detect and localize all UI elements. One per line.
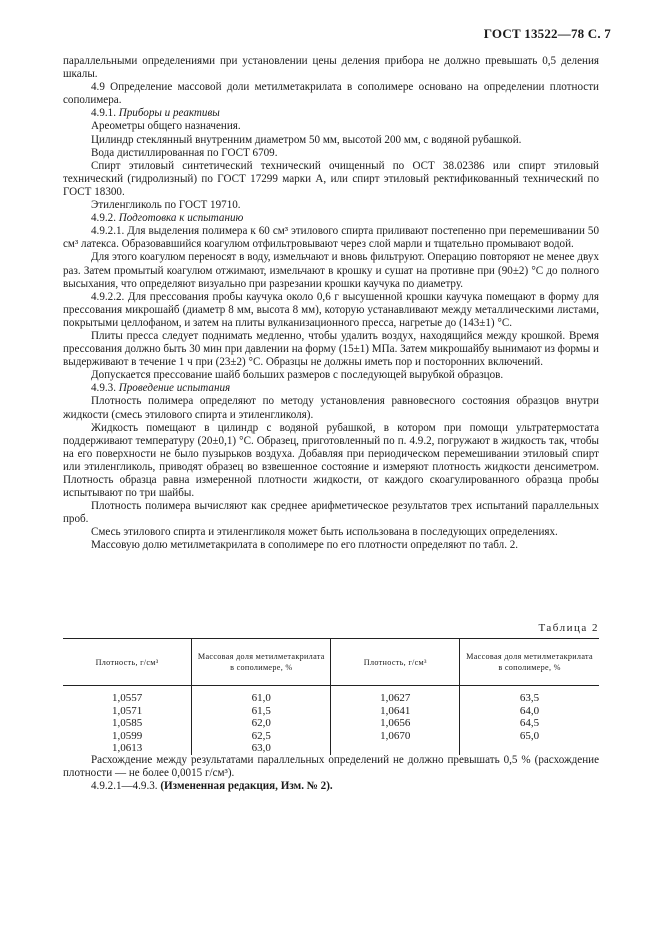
table-cell: 1,0613 xyxy=(111,742,143,755)
table-header-row xyxy=(63,639,599,686)
table-header-cell: Массовая доля метилметакрилата в сополимере, % xyxy=(192,639,331,686)
table-cell: 1,0585 xyxy=(111,717,143,730)
table-cell: 1,0656 xyxy=(380,717,411,730)
paragraph-text: Для этого коагулюм переносят в воду, измельчают и вновь фильтруют. Операцию повторяют не менее двух раз. Затем промытый коагулюм отжимают, измельчают в крошку и сушат на противне при (90±2) °С до полного высыхания, что определяют визуально при разрезании крошки каучука по диаметру. xyxy=(63,251,599,290)
paragraph-text: 4.9.2.1. Для выделения полимера к 60 см³ этилового спирта приливают постепенно при перемешивании 50 см³ латекса. Образовавшийся коагулюм отфильтровывают через слой марли и тщательно промывают водой. xyxy=(63,225,599,251)
table-cell: 1,0571 xyxy=(111,704,143,717)
paragraph-text: Спирт этиловый синтетический технический очищенный по ОСТ 38.02386 или спирт этиловый технический (гидролизный) по ГОСТ 17299 марки А, или спирт этиловый ректификованный технический по ГОСТ 18300. xyxy=(63,159,599,198)
paragraph xyxy=(63,500,599,526)
paragraph-text: 4.9.3. xyxy=(91,382,116,395)
table-cell: 64,0 xyxy=(519,704,540,717)
page-header: ГОСТ 13522—78 С. 7 xyxy=(483,26,611,41)
paragraph xyxy=(63,526,599,539)
paragraph xyxy=(63,539,599,552)
paragraph-text: Плотность полимера вычисляют как среднее арифметическое результатов трех испытаний параллельных проб. xyxy=(63,500,599,526)
paragraph-text: Плиты пресса следует поднимать медленно, чтобы удалить воздух, находящийся между крошкой. Время прессования должно быть 30 мин при давлении на форму (15±1) МПа. Затем микрошайбу вынимают из формы и выдерживают в течение 1 ч при (23±2) °С. Образцы не должны иметь пор и посторонних включений. xyxy=(63,329,599,369)
paragraph-text: Ареометры общего назначения. xyxy=(91,120,241,133)
table-column-mass-1 xyxy=(192,686,331,755)
paragraph-text: 4.9.2. xyxy=(91,212,116,225)
paragraph xyxy=(63,120,599,133)
revision-note: (Измененная редакция, Изм. № 2). xyxy=(160,780,333,793)
paragraph xyxy=(63,55,599,81)
paragraph xyxy=(63,395,599,421)
section-title: Подготовка к испытанию xyxy=(118,212,244,225)
paragraph xyxy=(63,382,599,395)
paragraph-text: 4.9 Определение массовой доли метилметакрилата в сополимере основано на определении плотности сополимера. xyxy=(63,81,599,107)
paragraph-text: Жидкость помещают в цилиндр с водяной рубашкой, в котором при помощи ультратермостата поддерживают температуру (20±0,1) °С. Образец, приготовленный по п. 4.9.2, погружают в жидкость так, чтобы на его поверхности не было пузырьков воздуха. Добавляя при периодическом перемешивании этиловый спирт или этиленгликоль, приводят образец во взвешенное состояние и измеряют плотность жидкости денсиметром. Плотность образца равна измеренной плотности жидкости, от каждого скоагулированного образца пробы испытывают по три шайбы. xyxy=(63,421,599,500)
table-cell: 64,5 xyxy=(519,717,540,730)
paragraph xyxy=(63,369,599,382)
table-column-density-1 xyxy=(63,686,192,755)
paragraph xyxy=(63,251,599,290)
table-cell: 1,0557 xyxy=(111,692,143,704)
paragraph xyxy=(63,780,599,793)
table-cell: 62,0 xyxy=(251,717,271,730)
section-title: Проведение испытания xyxy=(118,382,231,395)
table-cell: 62,5 xyxy=(251,729,271,742)
paragraph xyxy=(63,225,599,251)
table-cell: 63,5 xyxy=(519,692,540,704)
paragraph-text: Смесь этилового спирта и этиленгликоля может быть использована в последующих определениях. xyxy=(91,526,558,539)
table-header-cell: Плотность, г/см³ xyxy=(63,639,192,686)
table-cell: 1,0670 xyxy=(380,729,411,742)
after-table-text xyxy=(63,754,599,793)
paragraph-text: Этиленгликоль по ГОСТ 19710. xyxy=(91,199,241,212)
paragraph-text: Допускается прессование шайб больших размеров с последующей вырубкой образцов. xyxy=(91,369,504,382)
paragraph xyxy=(63,754,599,780)
table-cell: 1,0641 xyxy=(380,704,411,717)
paragraph xyxy=(63,160,599,199)
table-column-density-2 xyxy=(331,686,460,755)
table-caption: Таблица 2 xyxy=(538,622,599,634)
table-cell: 65,0 xyxy=(519,729,540,742)
paragraph xyxy=(63,212,599,225)
table-cell: 61,5 xyxy=(251,704,271,717)
table-cell: 63,0 xyxy=(251,742,271,755)
section-title: Приборы и реактивы xyxy=(118,107,220,120)
table-header-cell: Массовая доля метилметакрилата в сополимере, % xyxy=(460,639,599,686)
paragraph-text: 4.9.2.2. Для прессования пробы каучука около 0,6 г высушенной крошки каучука помещают в форму для прессования микрошайб (диаметр 8 мм, высота 8 мм), которую устанавливают между металлическими листами, покрытыми целлофаном, и затем на плиты вулканизационного пресса, нагретые до (143±1) °С. xyxy=(63,290,599,329)
paragraph xyxy=(63,291,599,330)
paragraph-text: Цилиндр стеклянный внутренним диаметром 50 мм, высотой 200 мм, с водяной рубашкой. xyxy=(91,133,522,146)
paragraph-text: 4.9.1. xyxy=(91,107,116,120)
table-header-cell: Плотность, г/см³ xyxy=(331,639,460,686)
paragraph-text: 4.9.2.1—4.9.3. xyxy=(91,780,158,793)
table-cell: 1,0627 xyxy=(380,692,411,704)
table-cell: 1,0599 xyxy=(111,729,143,742)
paragraph xyxy=(63,107,599,120)
paragraph-text: Плотность полимера определяют по методу установления равновесного состояния образцов внутри жидкости (смесь этилового спирта и этиленгликоля). xyxy=(63,395,599,421)
paragraph xyxy=(63,147,599,160)
paragraph xyxy=(63,330,599,369)
paragraph xyxy=(63,134,599,147)
paragraph xyxy=(63,81,599,107)
paragraph-text: Массовую долю метилметакрилата в сополимере по его плотности определяют по табл. 2. xyxy=(91,539,519,552)
paragraph xyxy=(63,199,599,212)
document-body xyxy=(63,55,599,553)
paragraph-text: параллельными определениями при установлении цены деления прибора не должно превышать 0,5 деления шкалы. xyxy=(63,55,599,81)
table-row xyxy=(63,686,599,755)
density-table xyxy=(63,638,599,755)
table-cell: 61,0 xyxy=(251,692,271,704)
paragraph-text: Расхождение между результатами параллельных определений не должно превышать 0,5 % (расхождение плотности — не более 0,0015 г/см³). xyxy=(63,754,599,780)
table-column-mass-2 xyxy=(460,686,599,755)
paragraph-text: Вода дистиллированная по ГОСТ 6709. xyxy=(91,146,278,159)
paragraph xyxy=(63,422,599,501)
